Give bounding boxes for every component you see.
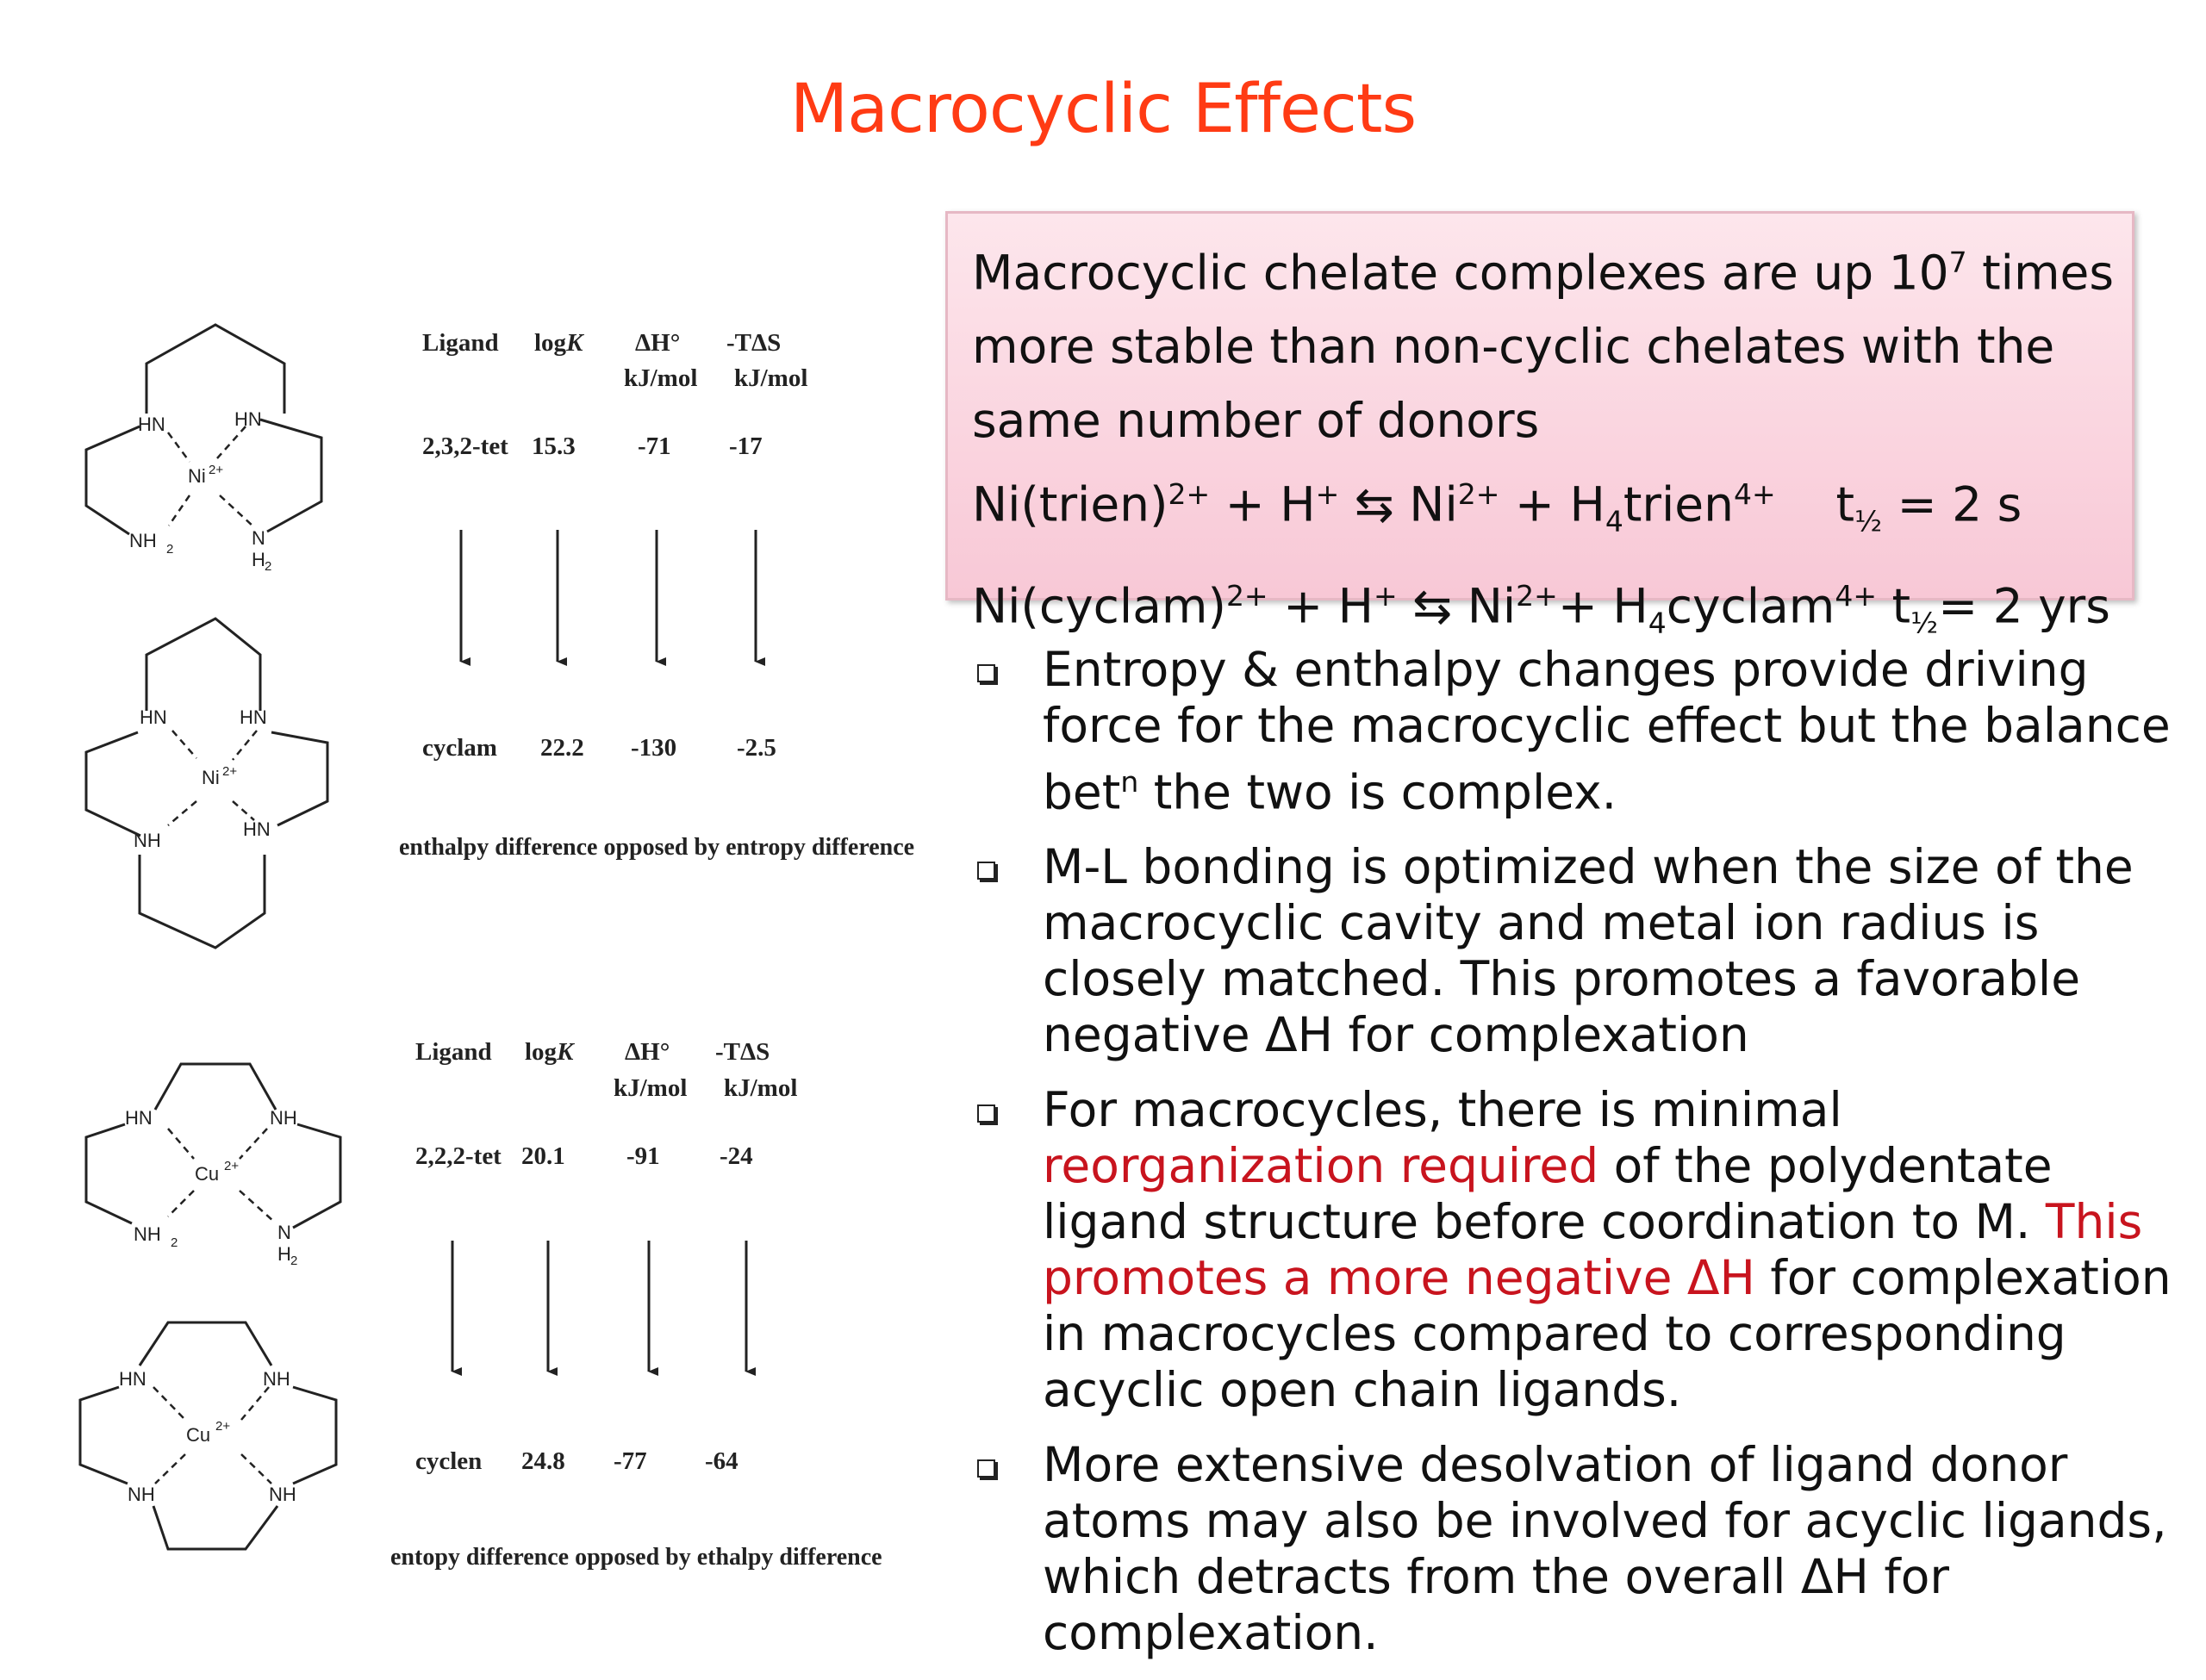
- atom-label: HN: [243, 818, 271, 840]
- table-caption-copper: entopy difference opposed by ethalpy difference: [390, 1544, 882, 1571]
- atom-label: 2: [265, 559, 272, 574]
- metal-ion-label: Ni: [188, 465, 206, 487]
- metal-ion-label: Ni: [202, 767, 220, 788]
- atom-label: NH: [269, 1484, 296, 1505]
- metal-ion-label: Cu: [195, 1163, 220, 1185]
- atom-label: NH: [134, 1223, 161, 1245]
- metal-charge: 2+: [215, 1419, 231, 1434]
- summary-line-3: same number of donors: [972, 393, 1540, 449]
- reaction-arrows-copper: [452, 1241, 746, 1372]
- atom-label: H: [252, 549, 265, 570]
- metal-ion-label: Cu: [186, 1424, 211, 1446]
- equation-cyclam: Ni(cyclam)$^{2+}$ + H+ ⇆ $Ni^{2+}+$ $H_4cyclam^{4+}$ $t_{\frac{1}{2}}= 2$ yrs: [972, 577, 2110, 639]
- bullet-reorganization: For macrocycles, there is minimal reorganization required of the polydentate ligand structure before coordination to M. This promotes a more negative ΔH for complexation in macrocycles compared to corresponding acyclic open chain ligands.: [974, 1082, 2197, 1418]
- summary-line-2: more stable than non-cyclic chelates with the: [972, 319, 2055, 375]
- reaction-arrows-nickel: [461, 530, 756, 662]
- atom-label: NH: [270, 1107, 297, 1129]
- atom-label: 2: [171, 1235, 178, 1250]
- atom-label: NH: [263, 1368, 290, 1390]
- atom-label: HN: [140, 706, 167, 728]
- atom-label: 2: [290, 1254, 298, 1268]
- bullet-entropy-enthalpy: Entropy & enthalpy changes provide driving force for the macrocyclic effect but the balance bet$^n$ the two is complex.: [974, 642, 2197, 820]
- summary-line-1: Macrocyclic chelate complexes are up $10^7$ times: [972, 245, 2115, 301]
- metal-charge: 2+: [224, 1159, 240, 1173]
- atom-label: N: [252, 527, 265, 549]
- atom-label: N: [277, 1222, 291, 1243]
- table-caption-nickel: enthalpy difference opposed by entropy difference: [399, 834, 915, 861]
- atom-label: HN: [138, 414, 165, 435]
- atom-label: HN: [240, 706, 267, 728]
- atom-label: HN: [234, 408, 262, 430]
- metal-charge: 2+: [209, 463, 224, 477]
- atom-label: NH: [129, 530, 157, 551]
- atom-label: HN: [125, 1107, 153, 1129]
- molecule-ni-232tet: [86, 325, 321, 534]
- atom-label: NH: [134, 830, 161, 851]
- equation-trien: Ni(trien)$^{2+}$ + H+ ⇆ $Ni^{2+}$ + $H_4trien^{4+}$ $t_{\frac{1}{2}} = 2$ s: [972, 476, 2022, 538]
- molecule-cu-222tet: [86, 1064, 340, 1228]
- slide-title: Macrocyclic Effects: [789, 71, 1417, 148]
- atom-label: H: [277, 1243, 291, 1265]
- bullet-desolvation: More extensive desolvation of ligand donor atoms may also be involved for acyclic ligands, which detracts from the overall ΔH for complexation.: [974, 1437, 2197, 1661]
- atom-label: HN: [119, 1368, 146, 1390]
- atom-label: 2: [166, 542, 174, 557]
- atom-label: NH: [128, 1484, 155, 1505]
- bullet-ml-bonding: M-L bonding is optimized when the size of the macrocyclic cavity and metal ion radius is closely matched. This promotes a favorable negative ΔH for complexation: [974, 839, 2197, 1063]
- metal-charge: 2+: [222, 764, 238, 779]
